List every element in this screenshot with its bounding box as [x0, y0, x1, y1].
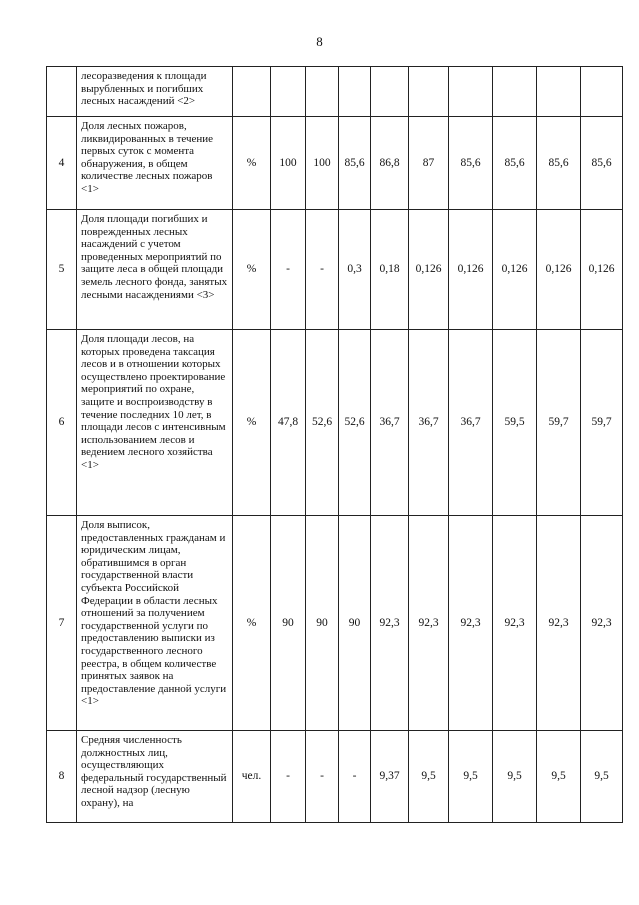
- value-cell: [449, 67, 493, 117]
- unit-cell: [233, 67, 271, 117]
- value-cell: 100: [271, 117, 306, 210]
- value-cell: [493, 67, 537, 117]
- indicators-table: [46, 66, 623, 823]
- value-cell: 0,126: [581, 210, 623, 330]
- value-cell: 59,7: [537, 330, 581, 516]
- value-cell: -: [271, 731, 306, 823]
- indicator-description-cell: Доля площади погибших и поврежденных лесных насаждений с учетом проведенных мероприятий по защите леса в общей площади земель лесного фонда, занятых лесными насаждениями <3>: [77, 210, 233, 330]
- row-number-cell: 7: [47, 516, 77, 731]
- table-row: [47, 117, 623, 210]
- value-cell: 9,5: [581, 731, 623, 823]
- table-row: [47, 210, 623, 330]
- value-cell: [271, 67, 306, 117]
- value-cell: 92,3: [449, 516, 493, 731]
- value-cell: 9,37: [371, 731, 409, 823]
- value-cell: 9,5: [493, 731, 537, 823]
- table-row: [47, 67, 623, 117]
- value-cell: 87: [409, 117, 449, 210]
- value-cell: 0,126: [493, 210, 537, 330]
- value-cell: -: [271, 210, 306, 330]
- value-cell: 86,8: [371, 117, 409, 210]
- value-cell: 85,6: [449, 117, 493, 210]
- value-cell: -: [306, 210, 339, 330]
- indicator-description-cell: лесоразведения к площади вырубленных и погибших лесных насаждений <2>: [77, 67, 233, 117]
- value-cell: 52,6: [306, 330, 339, 516]
- table-row: [47, 330, 623, 516]
- value-cell: 59,7: [581, 330, 623, 516]
- value-cell: 85,6: [581, 117, 623, 210]
- unit-cell: %: [233, 330, 271, 516]
- value-cell: -: [306, 731, 339, 823]
- value-cell: 36,7: [409, 330, 449, 516]
- row-number-cell: 5: [47, 210, 77, 330]
- value-cell: 59,5: [493, 330, 537, 516]
- unit-cell: %: [233, 117, 271, 210]
- unit-cell: %: [233, 210, 271, 330]
- value-cell: 9,5: [537, 731, 581, 823]
- value-cell: 0,126: [537, 210, 581, 330]
- indicator-description-cell: Доля выписок, предоставленных гражданам и юридическим лицам, обратившимся в орган государственной власти субъекта Российской Федерации в области лесных отношений за получением государственной услуги по предоставлению выписки из государственного лесного реестра, в общем количестве принятых заявок на предоставление данной услуги <1>: [77, 516, 233, 731]
- value-cell: [537, 67, 581, 117]
- value-cell: [371, 67, 409, 117]
- value-cell: 92,3: [537, 516, 581, 731]
- unit-cell: %: [233, 516, 271, 731]
- table-row: [47, 516, 623, 731]
- value-cell: 0,126: [449, 210, 493, 330]
- value-cell: 92,3: [581, 516, 623, 731]
- value-cell: 100: [306, 117, 339, 210]
- value-cell: 92,3: [371, 516, 409, 731]
- value-cell: 85,6: [493, 117, 537, 210]
- value-cell: 90: [306, 516, 339, 731]
- row-number-cell: [47, 67, 77, 117]
- indicator-description-cell: Доля площади лесов, на которых проведена таксация лесов и в отношении которых осуществлено проектирование мероприятий по охране, защите и воспроизводству в течение последних 10 лет, в площади лесов с интенсивным использованием лесов и ведением лесного хозяйства <1>: [77, 330, 233, 516]
- value-cell: [581, 67, 623, 117]
- value-cell: 9,5: [449, 731, 493, 823]
- value-cell: -: [339, 731, 371, 823]
- value-cell: 0,126: [409, 210, 449, 330]
- value-cell: 92,3: [409, 516, 449, 731]
- row-number-cell: 4: [47, 117, 77, 210]
- value-cell: 85,6: [537, 117, 581, 210]
- value-cell: 0,18: [371, 210, 409, 330]
- row-number-cell: 8: [47, 731, 77, 823]
- row-number-cell: 6: [47, 330, 77, 516]
- page-number: 8: [316, 34, 323, 49]
- value-cell: 92,3: [493, 516, 537, 731]
- indicator-description-cell: Доля лесных пожаров, ликвидированных в течение первых суток с момента обнаружения, в общем количестве лесных пожаров <1>: [77, 117, 233, 210]
- value-cell: 9,5: [409, 731, 449, 823]
- value-cell: 0,3: [339, 210, 371, 330]
- value-cell: 52,6: [339, 330, 371, 516]
- table-row: [47, 731, 623, 823]
- value-cell: 36,7: [371, 330, 409, 516]
- value-cell: 36,7: [449, 330, 493, 516]
- value-cell: 85,6: [339, 117, 371, 210]
- value-cell: [339, 67, 371, 117]
- value-cell: [409, 67, 449, 117]
- value-cell: 90: [271, 516, 306, 731]
- value-cell: [306, 67, 339, 117]
- value-cell: 90: [339, 516, 371, 731]
- unit-cell: чел.: [233, 731, 271, 823]
- indicator-description-cell: Средняя численность должностных лиц, осуществляющих федеральный государственный лесной надзор (лесную охрану), на: [77, 731, 233, 823]
- value-cell: 47,8: [271, 330, 306, 516]
